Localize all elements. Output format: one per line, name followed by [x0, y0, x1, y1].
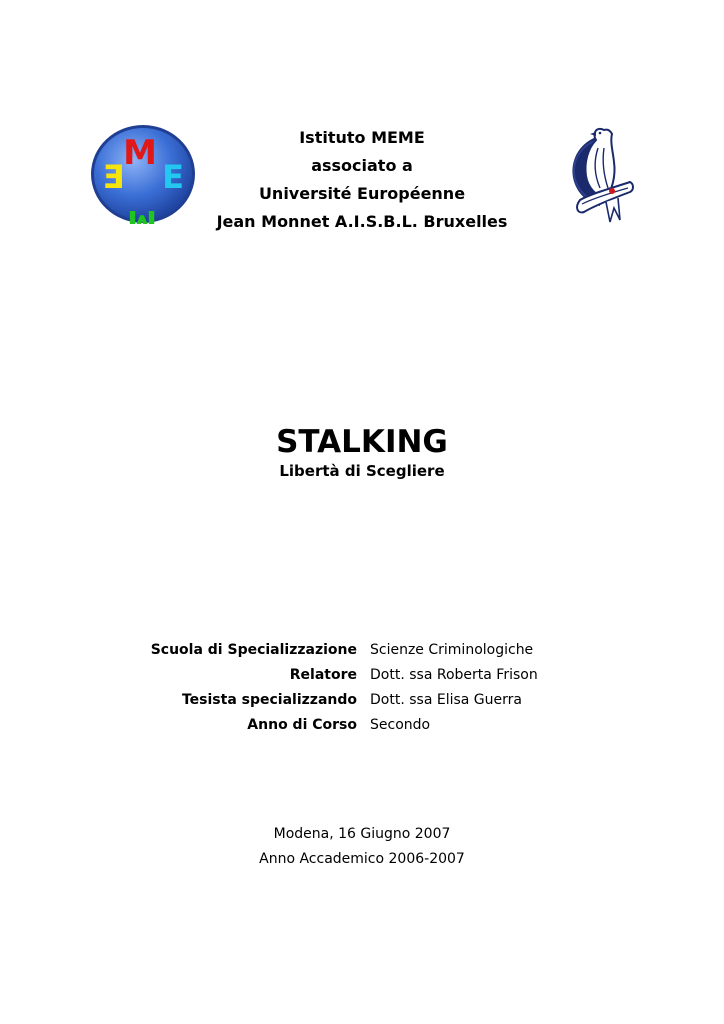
info-label: Scuola di Specializzazione	[150, 642, 357, 658]
logo-letter-m-bottom: M	[127, 203, 157, 224]
logo-letter-m-top: M	[123, 133, 157, 173]
header-line-university: Université Européenne	[258, 184, 466, 203]
place-date: Modena, 16 Giugno 2007	[273, 826, 451, 842]
header-line-jean-monnet: Jean Monnet A.I.S.B.L. Bruxelles	[216, 212, 508, 231]
info-value: Scienze Criminologiche	[370, 642, 534, 658]
info-value: Dott. ssa Roberta Frison	[370, 667, 538, 683]
academic-year: Anno Accademico 2006-2007	[259, 851, 465, 867]
dove-logo	[560, 118, 640, 226]
info-row-school	[0, 638, 724, 663]
header-line-associated: associato a	[311, 156, 413, 175]
logo-letter-e-right: E	[162, 158, 184, 196]
document-title: STALKING	[276, 424, 448, 460]
meme-logo-icon	[90, 124, 196, 224]
info-label: Anno di Corso	[247, 717, 357, 733]
info-value: Secondo	[370, 717, 431, 733]
document-footer	[0, 822, 724, 872]
info-row-course-year	[0, 713, 724, 738]
institution-header	[200, 124, 524, 236]
info-label: Relatore	[289, 667, 357, 683]
info-label: Tesista specializzando	[181, 692, 357, 708]
thesis-info-table	[0, 638, 724, 738]
header-line-institute: Istituto MEME	[299, 128, 425, 147]
logo-letter-e-left: E	[103, 158, 125, 196]
info-row-supervisor	[0, 663, 724, 688]
info-value: Dott. ssa Elisa Guerra	[370, 692, 522, 708]
meme-logo	[90, 124, 196, 224]
info-row-student	[0, 688, 724, 713]
dove-scroll-logo-icon	[560, 118, 640, 226]
document-subtitle: Libertà di Scegliere	[279, 462, 445, 480]
